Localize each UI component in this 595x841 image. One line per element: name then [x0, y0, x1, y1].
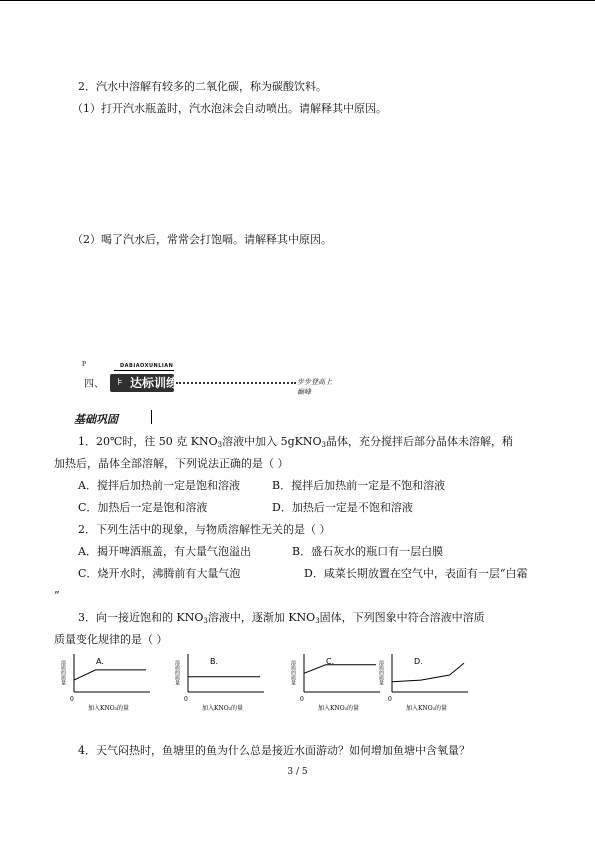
- q3-stem-line2: 质量变化规律的是（ ）: [54, 633, 168, 646]
- page-number: 3 / 5: [287, 767, 308, 777]
- q4-stem: 4．天气闷热时，鱼塘里的鱼为什么总是接近水面游动？如何增加鱼塘中含氧量？: [78, 744, 470, 757]
- x-axis-label: 加入KNO₃的量: [318, 705, 360, 712]
- origin-label: 0: [184, 696, 188, 703]
- section-number-mark: P: [82, 361, 87, 368]
- q1-option-c: C．加热后一定是饱和溶液: [78, 501, 208, 514]
- q2-part1: （1）打开汽水瓶盖时，汽水泡沫会自动喷出。请解释其中原因。: [72, 102, 387, 115]
- y-axis-label: 溶质的质量: [60, 660, 66, 685]
- chart-svg: [288, 650, 388, 712]
- chart-a: [58, 650, 158, 712]
- series-line: [74, 670, 146, 680]
- q2-option-c: C．烧开水时，沸腾前有大量气泡: [78, 567, 241, 580]
- chart-d: [376, 650, 476, 712]
- q2-option-b: B．盛石灰水的瓶口有一层白膜: [292, 545, 444, 558]
- q2-option-d-cont: ”: [54, 589, 60, 602]
- q3-sub-b: 3: [315, 617, 320, 625]
- q1-sub-b: 3: [321, 441, 326, 449]
- chart-b: [172, 650, 272, 712]
- origin-label: 0: [70, 696, 74, 703]
- series-line: [304, 665, 376, 674]
- q2-intro: 2．汽水中溶解有较多的二氧化碳，称为碳酸饮料。: [78, 80, 327, 93]
- q2-part2: （2）喝了汽水后，常常会打饱嗝。请解释其中原因。: [72, 233, 332, 246]
- q2-stem: 2．下列生活中的现象，与物质溶解性无关的是（ ）: [78, 523, 331, 536]
- q1-option-b: B．搅拌后加热前一定是不饱和溶液: [272, 479, 446, 492]
- q1-option-d: D．加热后一定是不饱和溶液: [272, 501, 413, 514]
- y-axis-label: 溶质的质量: [174, 660, 180, 685]
- q1-sub-a: 3: [217, 441, 223, 449]
- chart-svg: [376, 650, 476, 712]
- section-title: 达标训练: [130, 376, 179, 390]
- section-pinyin: DABIAOXUNLIAN: [120, 363, 174, 369]
- chart-label: A.: [96, 657, 104, 666]
- subheading-bar: [151, 410, 152, 424]
- q1-stem-c: 晶体，充分搅拌后部分晶体未溶解，稍: [326, 435, 513, 448]
- origin-label: 0: [388, 696, 392, 703]
- q1-stem: [78, 435, 513, 452]
- x-axis-label: 加入KNO₃的量: [88, 705, 130, 712]
- q3-stem: [78, 611, 485, 628]
- q3-sub-a: 3: [203, 617, 208, 625]
- chart-label: C.: [326, 657, 335, 666]
- q1-stem-b: 溶液中加入 5gKNO: [222, 435, 322, 448]
- q1-option-a: A．搅拌后加热前一定是饱和溶液: [78, 479, 240, 492]
- top-border: [0, 0, 595, 1]
- section-number: 四、: [84, 379, 104, 390]
- origin-label: 0: [300, 696, 304, 703]
- chart-label: B.: [210, 657, 219, 666]
- x-axis-label: 加入KNO₃的量: [202, 705, 244, 712]
- section-banner: [82, 361, 334, 396]
- q3-stem-a: 3．向一接近饱和的 KNO: [78, 611, 204, 624]
- y-axis-label: 溶质的质量: [378, 660, 384, 685]
- chart-c: [288, 650, 388, 712]
- subheading: 基础巩固: [74, 413, 118, 426]
- chart-svg: [58, 650, 158, 712]
- x-axis-label: 加入KNO₃的量: [406, 705, 448, 712]
- banner-rule: [114, 370, 174, 371]
- q1-stem-a: 1．20℃时，往 50 克 KNO: [78, 435, 218, 448]
- series-line: [392, 663, 464, 682]
- chart-label: D.: [414, 657, 423, 666]
- q3-stem-b: 溶液中，逐渐加 KNO: [207, 611, 316, 624]
- section-slogan: 步步登高上巅峰: [297, 378, 332, 396]
- q3-stem-c: 固体，下列图象中符合溶液中溶质: [319, 611, 485, 624]
- chart-svg: [172, 650, 272, 712]
- y-axis-label: 溶质的质量: [290, 660, 296, 685]
- ladder-icon: ⊧: [117, 377, 123, 388]
- banner-dotted-line: [176, 382, 296, 384]
- q2-option-d: D．咸菜长期放置在空气中，表面有一层“白霜: [304, 567, 528, 580]
- q2-option-a: A．揭开啤酒瓶盖，有大量气泡溢出: [78, 545, 251, 558]
- q1-stem-line2: 加热后，晶体全部溶解，下列说法正确的是（ ）: [54, 457, 289, 470]
